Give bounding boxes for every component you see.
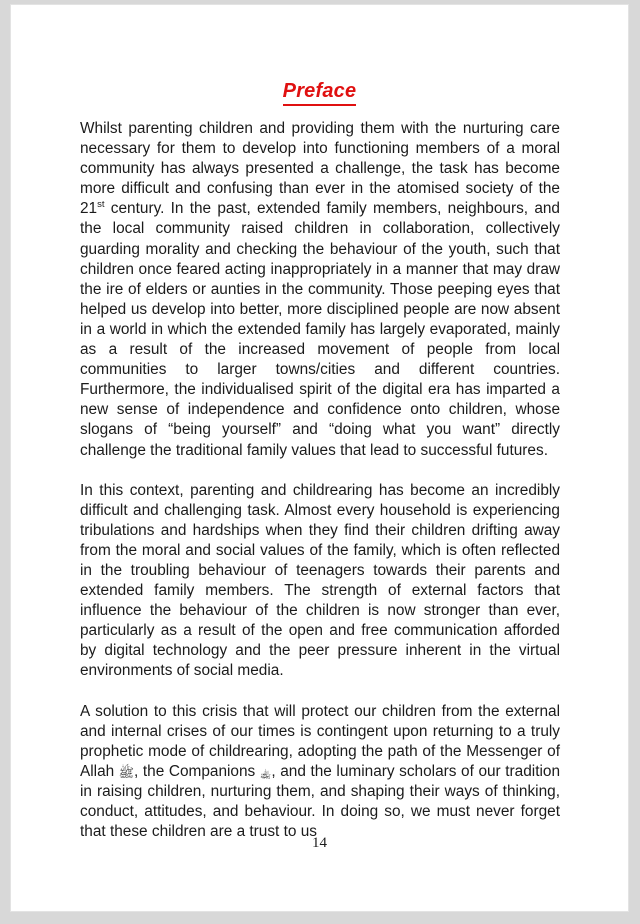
page-title-text: Preface [283, 80, 357, 106]
paragraph-3 [80, 702, 560, 843]
paragraph-3-text-part-3: , and the luminary scholars of our tradition in raising children, nurturing them, and shaping their ways of thinking, conduct, attitudes, and behaviour. In doing so, we must never forget that these children are a trust to us [80, 762, 561, 841]
salawat-honorific-glyph: ﷺ [118, 764, 135, 780]
page-title [11, 80, 628, 106]
paragraph-3-text-part-2: , the Companions [134, 762, 260, 780]
paragraph-3-text-part-1: A solution to this crisis that will protect our children from the external and internal crises of our times is contingent upon returning to a truly prophetic mode of childrearing, adopting the path of the Messenger of Allah [80, 702, 560, 780]
page-number: 14 [312, 835, 327, 851]
document-body [80, 119, 560, 842]
paragraph-1-text-part-1: Whilst parenting children and providing them with the nurturing care necessary for them to develop into functioning members of a moral community has always presented a challenge, the task has become more difficult and confusing than ever in the atomised society of the 21 [80, 120, 560, 218]
document-page-sheet [11, 5, 628, 911]
paragraph-1-text-part-2: century. In the past, extended family members, neighbours, and the local community raised children in collaboration, collectively guarding morality and checking the behaviour of the youth, such that children once feared acting inappropriately in a manner that may draw the ire of elders or aunties in the community. Those peeping eyes that helped us develop into better, more disciplined people are now absent in a world in which the extended family has largely evaporated, mainly as a result of the increased movement of people from local communities to larger towns/cities and different countries. Furthermore, the individualised spirit of the digital era has imparted a new sense of independence and confidence onto children, whose slogans of “being yourself” and “doing what you want” directly challenge the traditional family values that lead to successful futures. [80, 200, 560, 459]
paragraph-2 [80, 481, 560, 682]
paragraph-2-text: In this context, parenting and childrearing has become an incredibly difficult and challenging task. Almost every household is experiencing tribulations and hardships when they find their children drifting away from the moral and social values of the family, which is often reflected in the troubling behaviour of teenagers towards their parents and extended family members. The strength of external factors that influence the behaviour of the children is now stronger than ever, particularly as a result of the open and free communication afforded by digital technology and the peer pressure inherent in the virtual environments of social media. [80, 481, 560, 680]
companions-honorific-glyph: ﵀ [259, 764, 272, 780]
ordinal-suffix-superscript: st [97, 199, 105, 211]
paragraph-1 [80, 119, 560, 461]
